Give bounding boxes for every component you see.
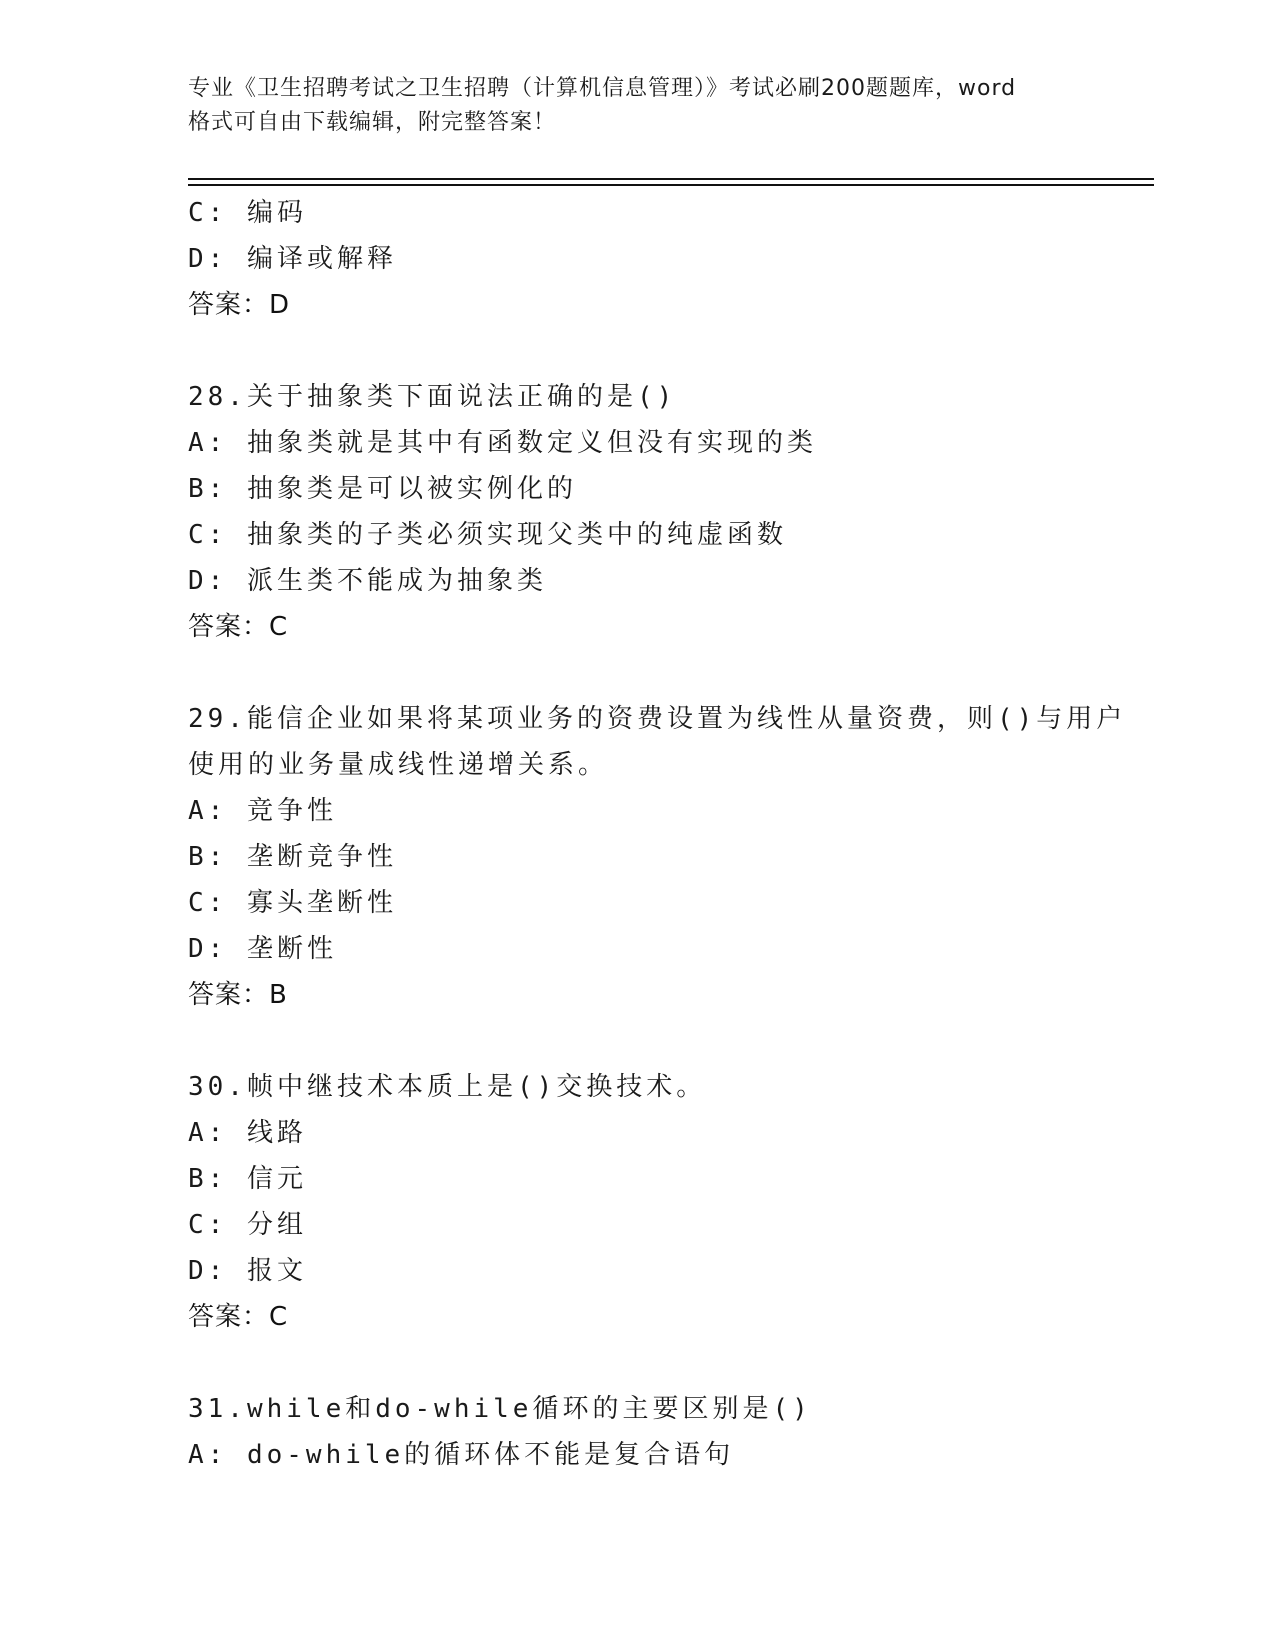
answer-label: 答案：B [188,980,288,1010]
spacer [188,650,1128,696]
option-a: A: 抽象类就是其中有函数定义但没有实现的类 [188,428,817,458]
spacer [188,328,1128,374]
question-text-line-1: 29.能信企业如果将某项业务的资费设置为线性从量资费，则()与用户 [188,704,1127,734]
option-c: C: 分组 [188,1210,307,1240]
option-c: C: 寡头垄断性 [188,888,397,918]
answer-label: 答案：C [188,1302,289,1332]
option-d: D: 报文 [188,1256,307,1286]
option-d: D: 垄断性 [188,934,337,964]
option-a: A: 竞争性 [188,796,337,826]
question-text: 31.while和do-while循环的主要区别是() [188,1394,812,1424]
option-d: D: 派生类不能成为抽象类 [188,566,547,596]
header-title-line-2: 格式可自由下载编辑，附完整答案！ [188,110,557,135]
option-c: C: 抽象类的子类必须实现父类中的纯虚函数 [188,520,787,550]
question-text: 28.关于抽象类下面说法正确的是() [188,382,677,412]
header-title-line-1: 专业《卫生招聘考试之卫生招聘（计算机信息管理）》考试必刷200题题库，word [188,76,1017,101]
option-b: B: 信元 [188,1164,307,1194]
option-b: B: 垄断竞争性 [188,842,397,872]
header-divider-bottom [188,184,1154,186]
answer-label: 答案：C [188,612,289,642]
question-list [188,190,1128,1478]
header-divider-top [188,178,1154,180]
question-28 [188,374,1128,650]
question-text: 30.帧中继技术本质上是()交换技术。 [188,1072,707,1102]
option-b: B: 抽象类是可以被实例化的 [188,474,577,504]
document-header [188,72,1088,140]
question-31 [188,1386,1128,1478]
spacer [188,1340,1128,1386]
option-c: C: 编码 [188,198,307,228]
spacer [188,1018,1128,1064]
question-29 [188,696,1128,1018]
question-30 [188,1064,1128,1340]
question-27-continuation [188,190,1128,328]
option-a: A: do-while的循环体不能是复合语句 [188,1440,735,1470]
option-a: A: 线路 [188,1118,307,1148]
answer-label: 答案：D [188,290,291,320]
option-d: D: 编译或解释 [188,244,397,274]
question-text-line-2: 使用的业务量成线性递增关系。 [188,750,609,780]
